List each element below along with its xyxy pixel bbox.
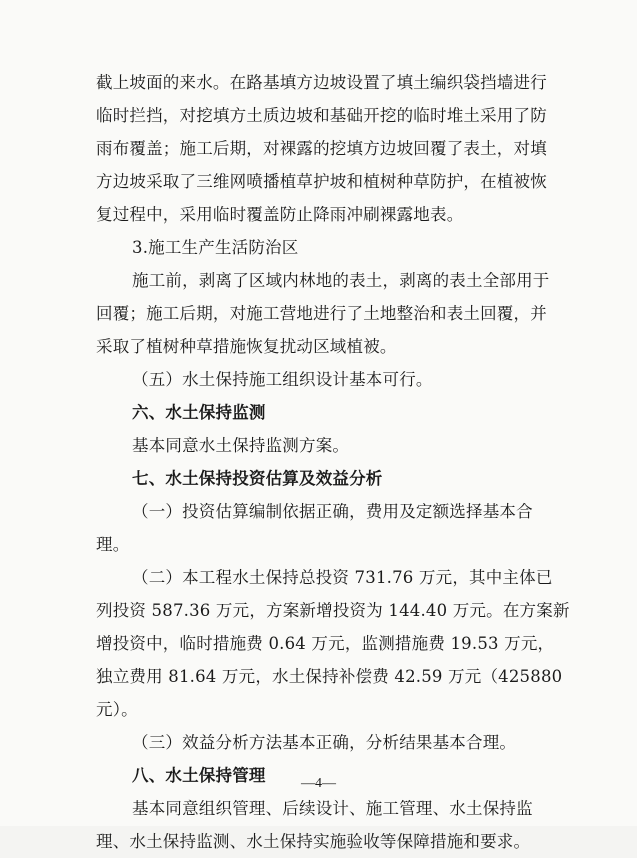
paragraph-line: 元）。	[96, 700, 138, 719]
paragraph-line: 雨布覆盖；施工后期，对裸露的挖填方边坡回覆了表土，对填	[96, 139, 547, 158]
paragraph-line: 理。	[96, 535, 130, 554]
paragraph-line: 复过程中，采用临时覆盖防止降雨冲刷裸露地表。	[96, 205, 464, 224]
paragraph-line: 施工前，剥离了区域内林地的表土，剥离的表土全部用于	[132, 271, 550, 290]
paragraph-line: 基本同意组织管理、后续设计、施工管理、水土保持监	[132, 799, 533, 818]
paragraph-line: 截上坡面的来水。在路基填方边坡设置了填土编织袋挡墙进行	[96, 73, 547, 92]
paragraph-line: （三）效益分析方法基本正确，分析结果基本合理。	[132, 733, 517, 752]
paragraph-line: 列投资 587.36 万元，方案新增投资为 144.40 万元。在方案新	[96, 601, 570, 620]
document-body	[96, 66, 570, 858]
subsection-heading: 3.施工生产生活防治区	[132, 238, 299, 257]
paragraph-line: （一）投资估算编制依据正确，费用及定额选择基本合	[132, 502, 533, 521]
paragraph-line: 增投资中，临时措施费 0.64 万元，监测措施费 19.53 万元，	[96, 634, 555, 653]
paragraph-line: 理、水土保持监测、水土保持实施验收等保障措施和要求。	[96, 832, 531, 851]
section-heading: 七、水土保持投资估算及效益分析	[132, 469, 383, 488]
page-number: —4—	[301, 776, 336, 791]
paragraph-line: 独立费用 81.64 万元，水土保持补偿费 42.59 万元（425880	[96, 667, 563, 686]
paragraph-line: 方边坡采取了三维网喷播植草护坡和植树种草防护，在植被恢	[96, 172, 547, 191]
paragraph-line: 回覆；施工后期，对施工营地进行了土地整治和表土回覆，并	[96, 304, 547, 323]
section-heading: 六、水土保持监测	[132, 403, 266, 422]
paragraph-line: （二）本工程水土保持总投资 731.76 万元，其中主体已	[132, 568, 553, 587]
paragraph-line: 采取了植树种草措施恢复扰动区域植被。	[96, 337, 397, 356]
section-heading: 八、水土保持管理	[132, 766, 266, 785]
paragraph-line: 基本同意水土保持监测方案。	[132, 436, 350, 455]
paragraph-line: 临时拦挡，对挖填方土质边坡和基础开挖的临时堆土采用了防	[96, 106, 547, 125]
paragraph-line: （五）水土保持施工组织设计基本可行。	[132, 370, 433, 389]
